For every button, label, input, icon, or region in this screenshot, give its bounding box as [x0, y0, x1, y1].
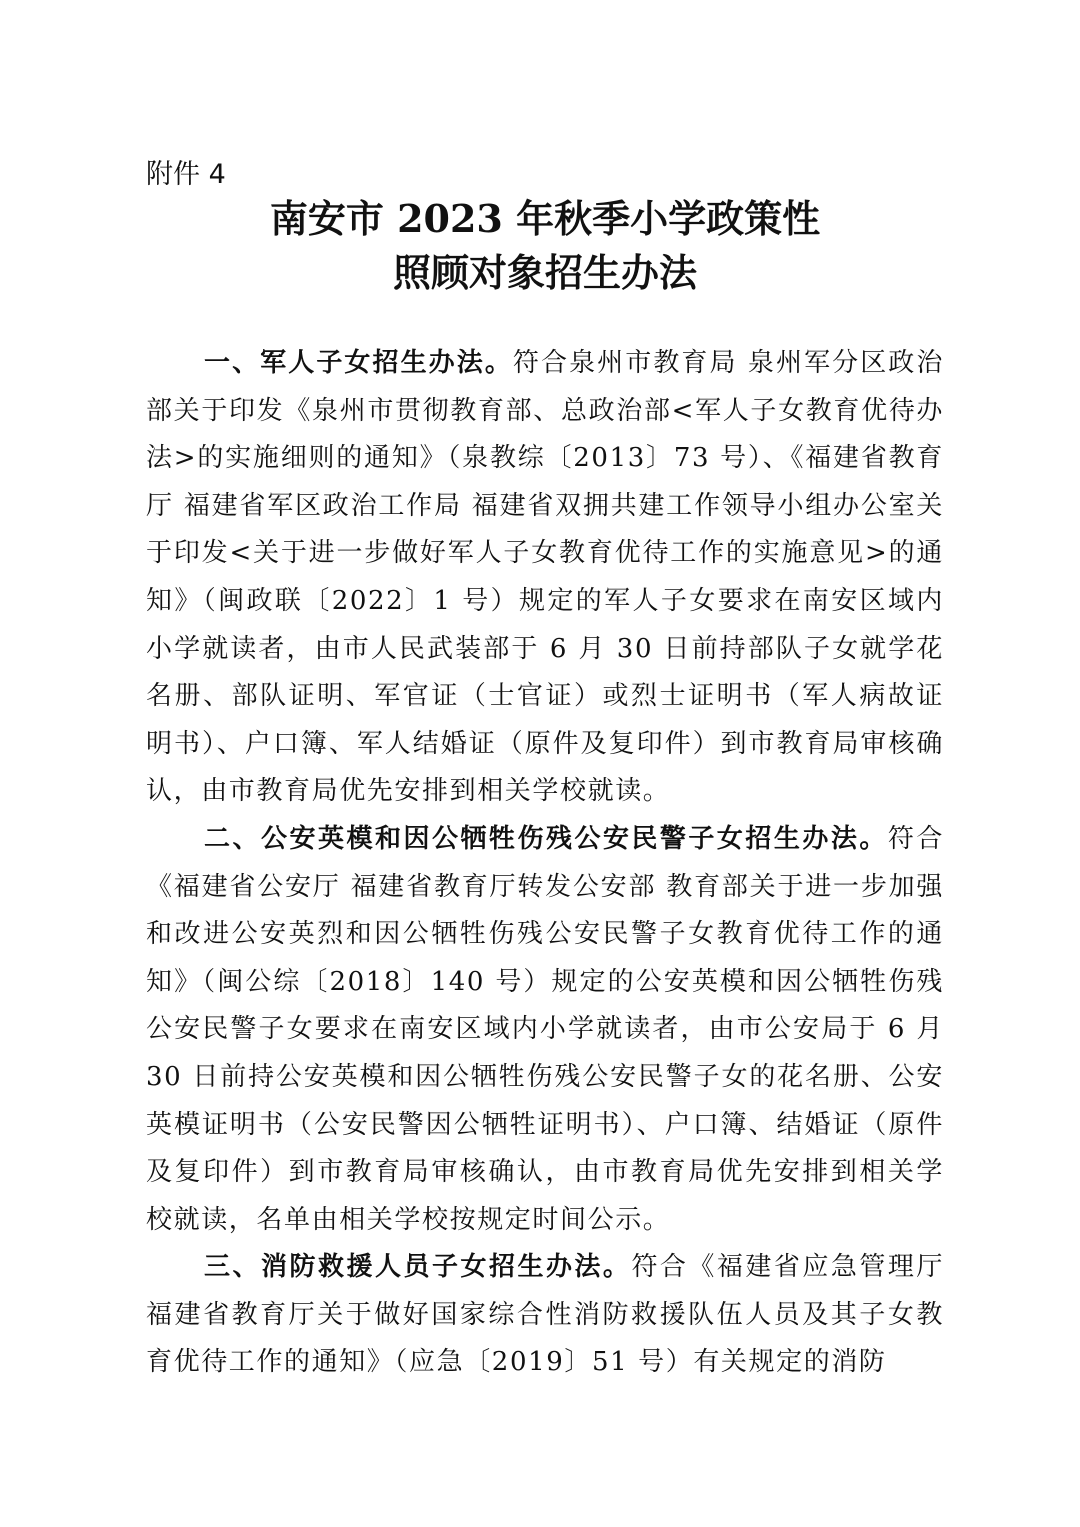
- document-title: [100, 192, 990, 300]
- section-fire-rescue-children: [146, 1244, 944, 1387]
- section-text: 符合泉州市教育局 泉州军分区政治部关于印发《泉州市贯彻教育部、总政治部<军人子女教育优待办法>的实施细则的通知》（泉教综〔2013〕73 号）、《福建省教育厅 福建省军区政治工作局 福建省双拥共建工作领导小组办公室关于印发<关于进一步做好军人子女教育优待工作的实施意见>的通知》（闽政联〔2022〕1 号）规定的军人子女要求在南安区域内小学就读者，由市人民武装部于 6 月 30 日前持部队子女就学花名册、部队证明、军官证（士官证）或烈士证明书（军人病故证明书）、户口簿、军人结婚证（原件及复印件）到市教育局审核确认，由市教育局优先安排到相关学校就读。: [146, 348, 944, 807]
- section-police-children: [146, 816, 944, 1244]
- section-heading: 二、公安英模和因公牺牲伤残公安民警子女招生办法。: [204, 823, 888, 854]
- title-line-2: 照顾对象招生办法: [392, 250, 697, 295]
- section-text: 符合《福建省应急管理厅 福建省教育厅关于做好国家综合性消防救援队伍人员及其子女教育优待工作的通知》（应急〔2019〕51 号）有关规定的消防: [146, 1252, 944, 1378]
- title-line-1: 南安市 2023 年秋季小学政策性: [269, 196, 821, 241]
- attachment-label: 附件 4: [146, 159, 226, 190]
- section-military-children: [146, 340, 944, 816]
- section-heading: 三、消防救援人员子女招生办法。: [204, 1252, 632, 1283]
- section-text: 符合《福建省公安厅 福建省教育厅转发公安部 教育部关于进一步加强和改进公安英烈和因公牺牲伤残公安民警子女教育优待工作的通知》（闽公综〔2018〕140 号）规定的公安英模和因公牺牲伤残公安民警子女要求在南安区域内小学就读者，由市公安局于 6 月 30 日前持公安英模和因公牺牲伤残公安民警子女的花名册、公安英模证明书（公安民警因公牺牲证明书）、户口簿、结婚证（原件及复印件）到市教育局审核确认，由市教育局优先安排到相关学校就读，名单由相关学校按规定时间公示。: [146, 823, 945, 1235]
- section-heading: 一、军人子女招生办法。: [204, 348, 513, 378]
- document-body: [146, 340, 944, 1387]
